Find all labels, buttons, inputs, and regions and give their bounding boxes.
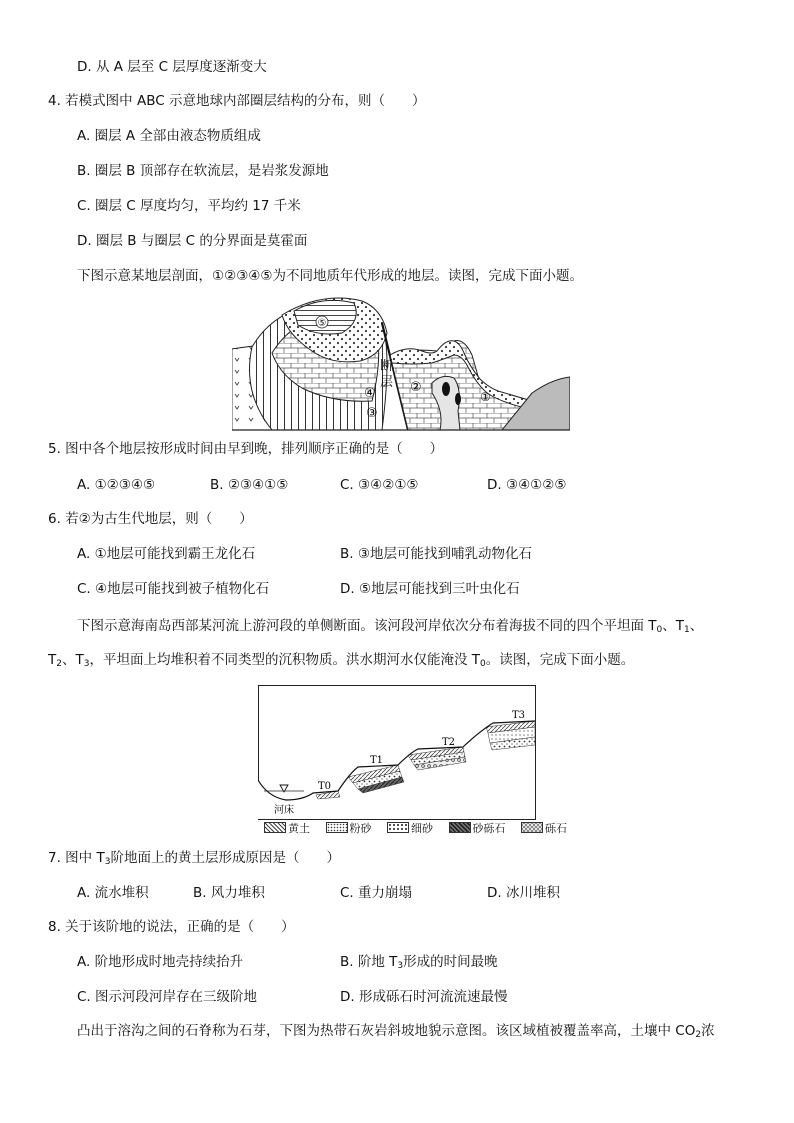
strata-label-5: ⑤ — [317, 318, 327, 329]
q6-option-c: C. ④地层可能找到被子植物化石 — [77, 581, 270, 597]
intro-karst: 凸出于溶沟之间的石脊称为石芽，下图为热带石灰岩斜坡地貌示意图。该区域植被覆盖率高，土壤中 $CO_2$浓 — [77, 1023, 715, 1040]
q4-option-b: B. 圈层 B 顶部存在软流层，是岩浆发源地 — [77, 163, 329, 179]
q8-stem: 8. 关于该阶地的说法，正确的是（ ） — [48, 919, 295, 935]
legend-sandy-gravel: 砂砾石 — [449, 822, 506, 835]
q5-option-a: A. ①②③④⑤ — [77, 477, 156, 493]
q6-option-d: D. ⑤地层可能找到三叶虫化石 — [340, 581, 520, 597]
q7-option-b: B. 风力堆积 — [193, 885, 265, 901]
fault-label-1: 断 — [380, 359, 394, 374]
q8-option-d: D. 形成砾石时河流流速最慢 — [340, 989, 508, 1005]
terrace-label-t0: T0 — [318, 781, 332, 792]
q7-option-d: D. 冰川堆积 — [487, 885, 560, 901]
q3-option-d: D. 从 A 层至 C 层厚度逐渐变大 — [77, 59, 267, 75]
q7-option-a: A. 流水堆积 — [77, 885, 149, 901]
terrace-legend — [264, 820, 567, 836]
intro-terrace-line1: 下图示意海南岛西部某河流上游河段的单侧断面。该河段河岸依次分布着海拔不同的四个平坦面 $T_0$、$T_1$、 — [77, 618, 704, 635]
terrace-label-t3: T3 — [512, 710, 526, 721]
q8-option-c: C. 图示河段河岸存在三级阶地 — [77, 989, 258, 1005]
intro-strata: 下图示意某地层剖面，①②③④⑤为不同地质年代形成的地层。读图，完成下面小题。 — [77, 268, 584, 284]
legend-fine-sand: 细砂 — [387, 822, 433, 835]
q5-stem: 5. 图中各个地层按形成时间由早到晚，排列顺序正确的是（ ） — [48, 441, 444, 457]
strata-label-4: ④ — [364, 386, 376, 401]
strata-label-2: ② — [410, 380, 422, 395]
strata-label-3: ③ — [366, 406, 378, 421]
q5-option-d: D. ③④①②⑤ — [487, 477, 567, 493]
fault-label-2: 层 — [380, 375, 394, 390]
q8-option-b: B. 阶地 $T_3$形成的时间最晚 — [340, 954, 498, 971]
q4-stem: 4. 若模式图中 ABC 示意地球内部圈层结构的分布，则（ ） — [48, 93, 426, 109]
q6-option-a: A. ①地层可能找到霸王龙化石 — [77, 546, 256, 562]
legend-silt: 粉砂 — [326, 822, 372, 835]
strata-label-1: ① — [480, 390, 491, 404]
q4-option-a: A. 圈层 A 全部由液态物质组成 — [77, 128, 261, 144]
legend-loess: 黄土 — [264, 822, 310, 835]
q6-option-b: B. ③地层可能找到哺乳动物化石 — [340, 546, 532, 562]
q5-option-b: B. ②③④①⑤ — [210, 477, 289, 493]
legend-gravel: 砾石 — [521, 822, 567, 835]
q8-option-a: A. 阶地形成时地壳持续抬升 — [77, 954, 244, 970]
river-terrace-figure — [258, 685, 536, 820]
q5-option-c: C. ③④②①⑤ — [340, 477, 419, 493]
terrace-label-t2: T2 — [442, 737, 456, 748]
riverbed-label: 河床 — [274, 805, 294, 816]
intro-terrace-line2: $T_2$、$T_3$，平坦面上均堆积着不同类型的沉积物质。洪水期河水仅能淹没 $T_0$。读图，完成下面小题。 — [48, 652, 635, 669]
terrace-label-t1: T1 — [370, 755, 384, 766]
q7-option-c: C. 重力崩塌 — [340, 885, 413, 901]
strata-profile-figure — [232, 293, 570, 431]
q6-stem: 6. 若②为古生代地层，则（ ） — [48, 511, 253, 527]
q7-stem: 7. 图中 $T_3$阶地面上的黄土层形成原因是（ ） — [48, 850, 340, 867]
q4-option-c: C. 圈层 C 厚度均匀，平均约 17 千米 — [77, 198, 301, 214]
q4-option-d: D. 圈层 B 与圈层 C 的分界面是莫霍面 — [77, 233, 308, 249]
